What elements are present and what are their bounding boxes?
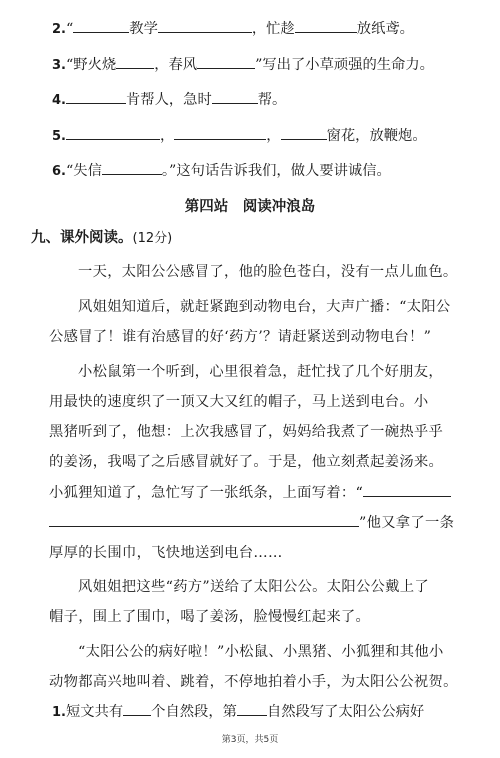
answer-blank[interactable]: [174, 125, 266, 140]
passage-line: 的姜汤，我喝了之后感冒就好了。于是，他立刻煮起姜汤来。: [49, 454, 444, 470]
question-2: 2.“ 教学 ，忙趁 放纸鸢。: [52, 18, 414, 40]
answer-blank[interactable]: [212, 89, 258, 104]
passage-line: 帽子，围上了围巾，喝了姜汤，脸慢慢红起来了。: [49, 609, 371, 625]
question-number: 1.: [52, 705, 66, 720]
question-3: 3.“野火烧 ，春风 ”写出了小草顽强的生命力。: [52, 54, 434, 76]
question-6: 6.“失信 。”这句话告诉我们，做人要讲诚信。: [52, 160, 391, 182]
question-number: 2.: [52, 22, 66, 37]
question-number: 5.: [52, 129, 66, 144]
question-number: 4.: [52, 93, 66, 108]
section-heading: 九、课外阅读。(12分): [31, 230, 173, 246]
passage-line: 风姐姐知道后，就赶紧跑到动物电台，大声广播：“太阳公: [78, 299, 451, 315]
station-title: 第四站 阅读冲浪岛: [184, 199, 316, 215]
answer-blank[interactable]: [363, 482, 451, 497]
passage-line: 动物都高兴地叫着、跳着，不停地拍着小手，为太阳公公祝贺。: [49, 674, 458, 690]
answer-blank[interactable]: [66, 125, 160, 140]
passage-line: “太阳公公的病好啦！”小松鼠、小黑猪、小狐狸和其他小: [78, 644, 444, 660]
answer-blank[interactable]: [73, 18, 129, 33]
answer-blank[interactable]: [237, 701, 267, 716]
answer-blank[interactable]: [116, 54, 154, 69]
question-number: 3.: [52, 58, 66, 73]
answer-blank[interactable]: [197, 54, 255, 69]
answer-blank[interactable]: [158, 18, 252, 33]
answer-blank[interactable]: [66, 89, 126, 104]
question-4: 4. 肯帮人，急时 帮。: [52, 89, 286, 111]
answer-blank[interactable]: [295, 18, 357, 33]
passage-line: 小松鼠第一个听到，心里很着急，赶忙找了几个好朋友，: [78, 364, 443, 380]
answer-blank[interactable]: [49, 512, 359, 527]
passage-line: 一天，太阳公公感冒了，他的脸色苍白，没有一点儿血色。: [78, 264, 458, 280]
passage-line: 小狐狸知道了，急忙写了一张纸条，上面写着：“: [49, 482, 451, 503]
passage-line: 厚厚的长围巾，飞快地送到电台……: [49, 545, 283, 561]
answer-blank[interactable]: [123, 701, 151, 716]
answer-blank[interactable]: [102, 160, 162, 175]
page-footer: 第3页，共5页: [221, 735, 279, 745]
sub-question-1: 1.短文共有 个自然段，第 自然段写了太阳公公病好: [52, 701, 424, 723]
answer-blank[interactable]: [281, 125, 327, 140]
passage-line: 风姐姐把这些“药方”送给了太阳公公。太阳公公戴上了: [78, 579, 429, 595]
question-number: 6.: [52, 164, 66, 179]
passage-line: ”他又拿了一条: [49, 512, 454, 533]
passage-line: 黑猪听到了，他想：上次我感冒了，妈妈给我煮了一碗热乎乎: [49, 424, 444, 440]
passage-line: 用最快的速度织了一顶又大又红的帽子，马上送到电台。小: [49, 394, 429, 410]
passage-line: 公感冒了！谁有治感冒的好‘药方’？请赶紧送到动物电台！”: [49, 329, 432, 345]
question-5: 5. ， ， 窗花，放鞭炮。: [52, 125, 427, 147]
